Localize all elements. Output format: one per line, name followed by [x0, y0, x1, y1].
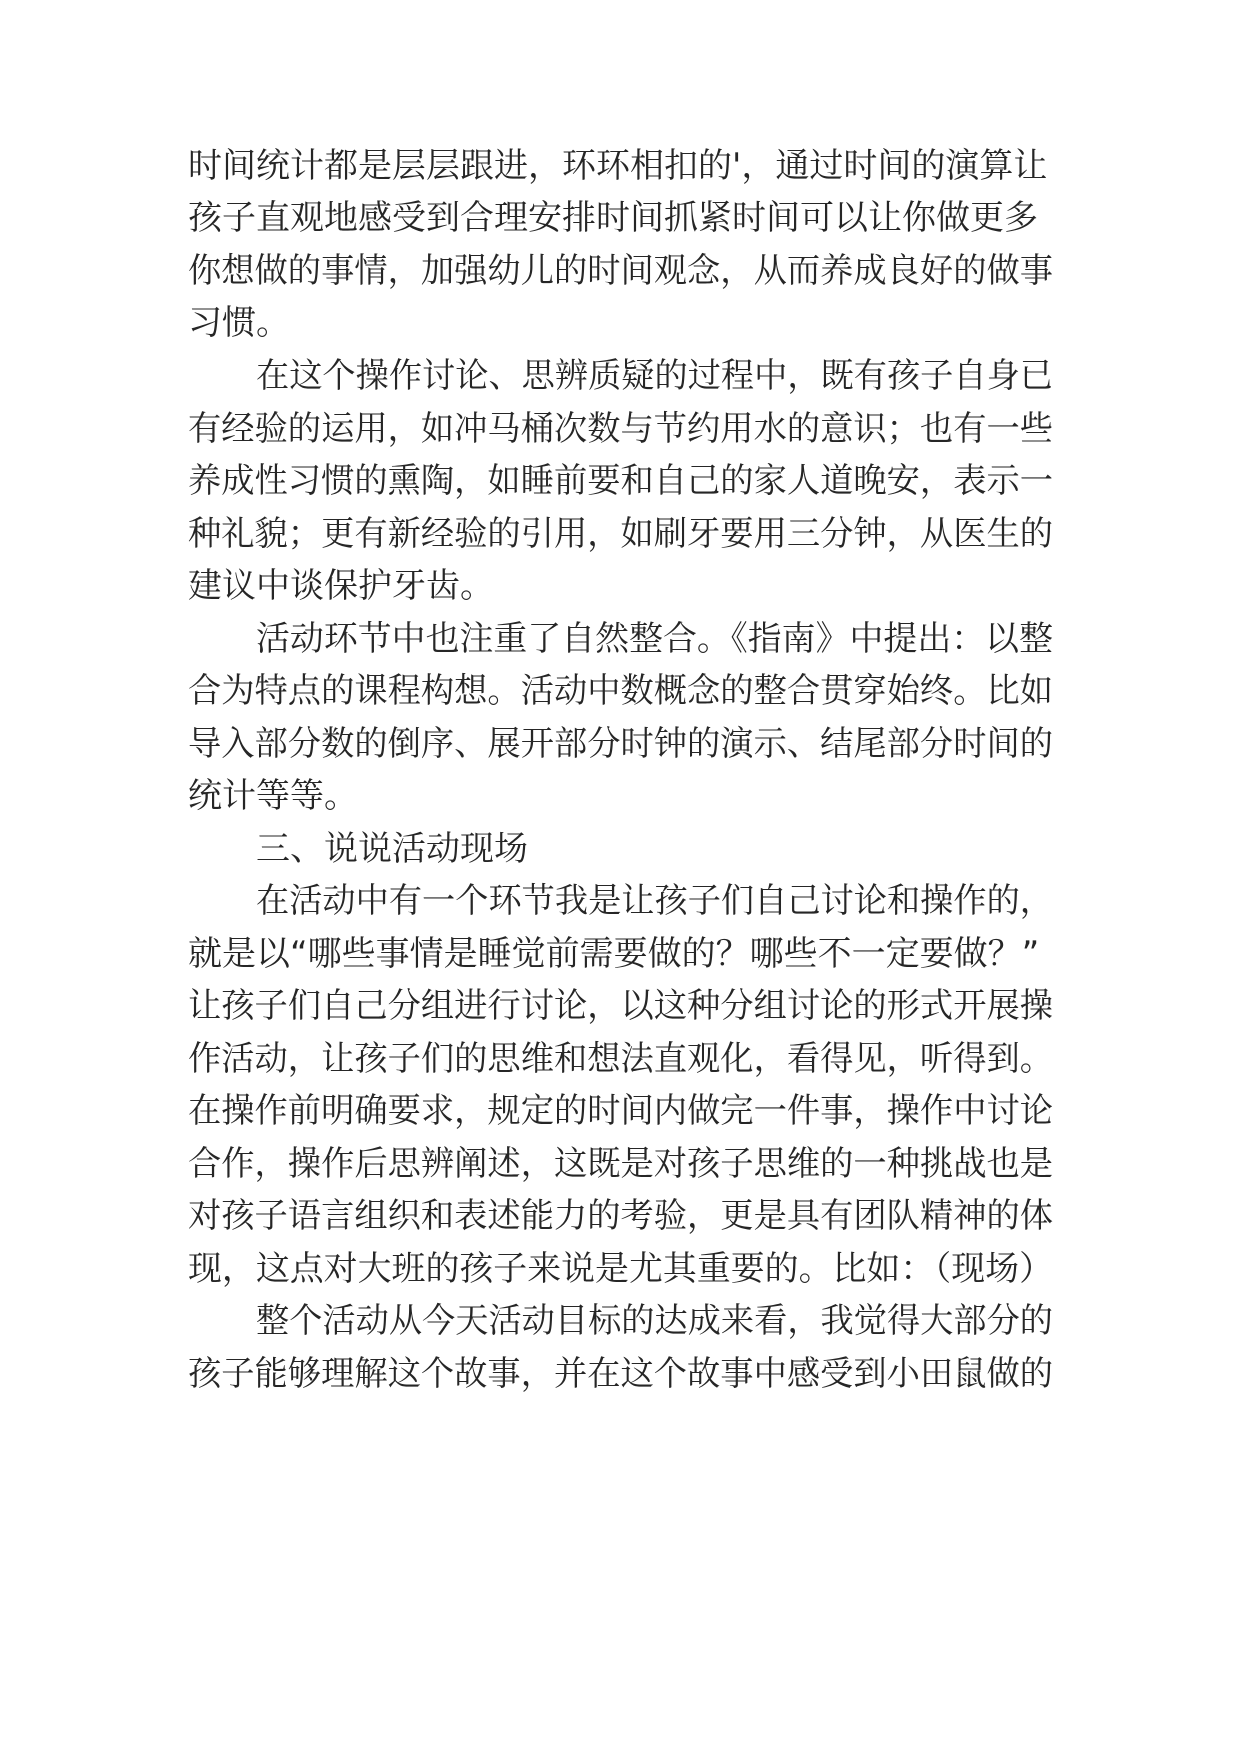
- text-line: 合作，操作后思辨阐述，这既是对孩子思维的一种挑战也是: [188, 1144, 1053, 1184]
- text-line: 让孩子们自己分组进行讨论，以这种分组讨论的形式开展操: [188, 986, 1053, 1026]
- text-line: 习惯。: [188, 303, 290, 343]
- paragraph-first-line: 在这个操作讨论、思辨质疑的过程中，既有孩子自身已: [256, 356, 1053, 396]
- paragraph-first-line: 活动环节中也注重了自然整合。《指南》中提出：以整: [256, 619, 1053, 659]
- text-line: 合为特点的课程构想。活动中数概念的整合贯穿始终。比如: [188, 671, 1053, 711]
- text-line: 孩子能够理解这个故事，并在这个故事中感受到小田鼠做的: [188, 1354, 1053, 1394]
- text-line: 导入部分数的倒序、展开部分时钟的演示、结尾部分时间的: [188, 724, 1053, 764]
- text-line: 你想做的事情，加强幼儿的时间观念，从而养成良好的做事: [188, 251, 1053, 291]
- text-line: 孩子直观地感受到合理安排时间抓紧时间可以让你做更多: [188, 198, 1038, 238]
- text-line: 时间统计都是层层跟进，环环相扣的'，通过时间的演算让: [188, 146, 1048, 186]
- text-line: 养成性习惯的熏陶，如睡前要和自己的家人道晚安，表示一: [188, 461, 1053, 501]
- text-line: 种礼貌；更有新经验的引用，如刷牙要用三分钟，从医生的: [188, 514, 1053, 554]
- text-line: 对孩子语言组织和表述能力的考验，更是具有团队精神的体: [188, 1196, 1053, 1236]
- section-heading: 三、说说活动现场: [256, 829, 528, 869]
- text-line: 就是以“哪些事情是睡觉前需要做的？哪些不一定要做？”: [188, 934, 1040, 974]
- text-line: 有经验的运用，如冲马桶次数与节约用水的意识；也有一些: [188, 409, 1053, 449]
- paragraph-first-line: 在活动中有一个环节我是让孩子们自己讨论和操作的，: [256, 881, 1053, 921]
- text-line: 现，这点对大班的孩子来说是尤其重要的。比如：（现场）: [188, 1249, 1053, 1289]
- paragraph-first-line: 整个活动从今天活动目标的达成来看，我觉得大部分的: [256, 1301, 1053, 1341]
- text-line: 建议中谈保护牙齿。: [188, 566, 494, 606]
- text-line: 在操作前明确要求，规定的时间内做完一件事，操作中讨论: [188, 1091, 1053, 1131]
- text-line: 作活动，让孩子们的思维和想法直观化，看得见，听得到。: [188, 1039, 1053, 1079]
- text-line: 统计等等。: [188, 776, 358, 816]
